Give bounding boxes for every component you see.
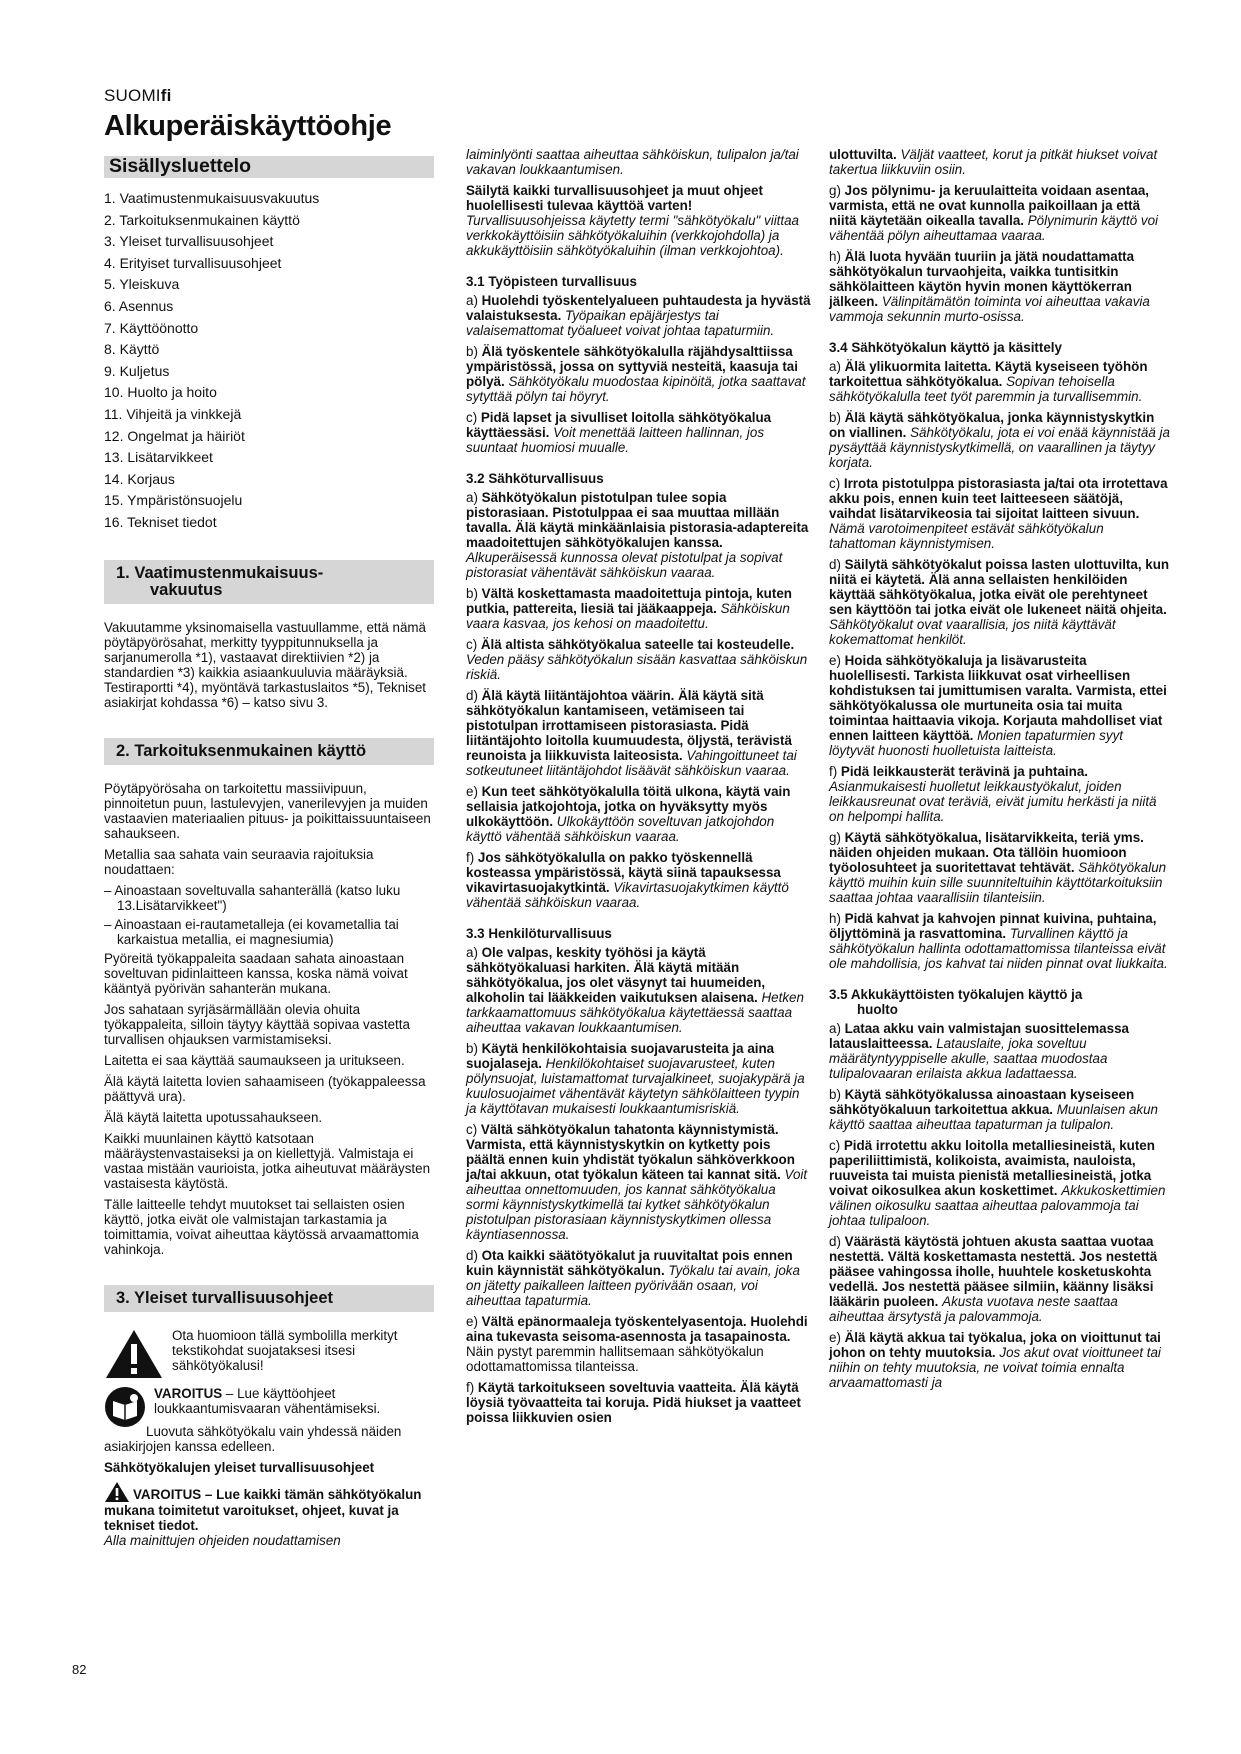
safety-item: d) Väärästä käytöstä johtuen akusta saattaa vuotaa nestettä. Vältä koskettamasta nestettä. Jos nestettä pääsee vahingossa iholle, huuhtele kosketuskohta vedellä. Jos nestettä pääsee silmiin, käänny lisäksi lääkärin puoleen. Akusta vuotava neste saattaa aiheuttaa ärsytystä ja palovammoja.: [829, 1234, 1158, 1324]
paragraph: Jos sahataan syrjäsärmällään olevia ohuita työkappaleita, silloin täytyy käyttää sopivaa vastetta turvallisen ohjauksen varmistamiseksi.: [104, 1001, 410, 1047]
read-manual-note: VAROITUS – Lue käyttöohjeet loukkaantumisvaaran vähentämiseksi.: [104, 1386, 434, 1428]
safety-item: c) Pidä lapset ja sivulliset loitolla sähkötyökalua käyttäessäsi. Voit menettää laitteen hallinnan, jos suuntaat huomiosi muualle.: [466, 410, 772, 455]
safety-item: b) Älä käytä sähkötyökalua, jonka käynnistyskytkin on viallinen. Sähkötyökalu, jota ei voi enää käynnistää ja pysäyttää käynnistyskytkimellä, on vaarallinen ja täytyy korjata.: [829, 410, 1170, 470]
read-manual-icon: [104, 1386, 146, 1428]
toc-item: 9. Kuljetus: [104, 362, 170, 379]
safety-item: c) Vältä sähkötyökalun tahatonta käynnistymistä. Varmista, että käynnistyskytkin on kytketty pois päältä ennen kuin yhdistät työkalun sähköverkkoon ja/tai akkuun, otat työkalun käteen tai kannat sitä. Voit aiheuttaa onnettomuuden, jos kannat sähkötyökalua sormi käynnistyskytkimellä tai kytket sähkötyökalun pistotulpan pistorasiaan käynnistyskytkimen ollessa käyntiasennossa.: [466, 1122, 808, 1242]
safety-item: d) Älä käytä liitäntäjohtoa väärin. Älä käytä sitä sähkötyökalun kantamiseen, vetämiseen tai pistotulpan irrottamiseen pistorasiasta. Pidä liitäntäjohto loitolla kuumuudesta, öljystä, terävistä reunoista ja liikkuvista laiteosista. Vahingoittuneet tai sotkeutuneet liitäntäjohdot lisäävät sähköiskun vaaraa.: [466, 688, 797, 778]
paragraph: Älä käytä laitetta lovien sahaamiseen (työkappaleessa päättyvä ura).: [104, 1073, 426, 1104]
subsection-heading: 3.2 Sähköturvallisuus: [466, 471, 604, 486]
safety-item: h) Pidä kahvat ja kahvojen pinnat kuivina, puhtaina, öljyttöminä ja rasvattomina. Turvallinen käyttö ja sähkötyökalun hallinta odottamattomissa tilanteissa eivät ole mahdollisia, jos kahvat tai niiden pinnat ovat liukkaita.: [829, 911, 1168, 971]
toc-item: 2. Tarkoituksenmukainen käyttö: [104, 211, 300, 228]
safety-item: a) Sähkötyökalun pistotulpan tulee sopia pistorasiaan. Pistotulppaa ei saa muuttaa millään tavalla. Älä käytä minkäänlaisia pistorasia-adaptereita maadoitettujen sähkötyökalujen kanssa. Alkuperäisessä kunnossa olevat pistotulpat ja sopivat pistorasiat vähentävät sähköiskun vaaraa.: [466, 490, 809, 580]
column-3: [829, 147, 1171, 1396]
toc-item: 13. Lisätarvikkeet: [104, 449, 213, 466]
section-3-heading: 3. Yleiset turvallisuusohjeet: [104, 1285, 434, 1312]
safety-item: a) Huolehdi työskentelyalueen puhtaudesta ja hyvästä valaistuksesta. Työpaikan epäjärjestys tai valaisemattomat työalueet voivat johtaa tapaturmiin.: [466, 293, 811, 338]
safety-item: f) Jos sähkötyökalulla on pakko työskennellä kosteassa ympäristössä, käytä siinä tapauksessa vikavirtasuojakytkintä. Vikavirtasuojakytkimen käyttö vähentää sähköiskun vaaraa.: [466, 850, 789, 910]
safety-item: Säilytä kaikki turvallisuusohjeet ja muut ohjeet huolellisesti tulevaa käyttöä varten! Turvallisuusohjeissa käytetty termi "sähkötyökalu" viittaa verkkokäyttöisiin sähkötyökaluihin (verkkojohdolla) ja akkukäyttöisiin sähkötyökaluihin (ilman verkkojohtoa).: [466, 183, 799, 258]
paragraph: Kaikki muunlainen käyttö katsotaan määräystenvastaiseksi ja on kiellettyjä. Valmistaja ei vastaa mistään vaurioista, jotka aiheutuvat määräysten vastaisesta käytöstä.: [104, 1130, 431, 1191]
paragraph: Laitetta ei saa käyttää saumaukseen ja uritukseen.: [104, 1052, 405, 1068]
toc-item: 5. Yleiskuva: [104, 276, 180, 293]
safety-item: c) Älä altista sähkötyökalua sateelle tai kosteudelle. Veden pääsy sähkötyökalun sisään kasvattaa sähköiskun riskiä.: [466, 637, 808, 682]
toc-item: 15. Ympäristönsuojelu: [104, 492, 243, 509]
safety-item: e) Hoida sähkötyökaluja ja lisävarusteita huolellisesti. Tarkista liikkuvat osat virheellisen kohdistuksen tai jumittumisen varalta. Varmista, ettei sähkötyökalussa ole murtuneita osia tai muita toimintaa haittaavia vikoja. Korjauta mahdolliset viat ennen laitteen käyttöä. Monien tapaturmien syyt löytyvät huonosti huolletuista laitteista.: [829, 653, 1167, 758]
toc-item: 14. Korjaus: [104, 470, 175, 487]
toc-item: 3. Yleiset turvallisuusohjeet: [104, 233, 274, 250]
safety-item: h) Älä luota hyvään tuuriin ja jätä noudattamatta sähkötyökalun turvaohjeita, vaikka tuntisitkin sähkölaitteen käytön hyvin monen käyttökerran jälkeen. Välinpitämätön toiminta voi aiheuttaa vakavia vammoja sekunnin murto-osissa.: [829, 249, 1150, 324]
safety-item: d) Ota kaikki säätötyökalut ja ruuvitaltat pois ennen kuin käynnistät sähkötyökalun. Työkalu tai avain, joka on jätetty paikalleen laitteen pyörivään osaan, voi aiheuttaa tapaturmia.: [466, 1248, 800, 1308]
paragraph: Älä käytä laitetta upotussahaukseen.: [104, 1109, 323, 1125]
document-title: Alkuperäiskäyttöohje: [104, 110, 392, 142]
paragraph: Pöytäpyörösaha on tarkoitettu massiivipuun, pinnoitetun puun, lastulevyjen, vanerilevyjen ja muiden vastaavien materiaalien pituus- ja poikittaissuuntaiseen sahaukseen.: [104, 780, 431, 841]
subsection-heading: 3.3 Henkilöturvallisuus: [466, 926, 612, 941]
toc-item: 6. Asennus: [104, 297, 174, 314]
paragraph: Metallia saa sahata vain seuraavia rajoituksia noudattaen:: [104, 846, 374, 877]
safety-item: e) Kun teet sähkötyökalulla töitä ulkona, käytä vain sellaisia jatkojohtoja, jotka on hyväksytty myös ulkokäyttöön. Ulkokäyttöön soveltuvan jatkojohdon käyttö vähentää sähköiskun vaaraa.: [466, 784, 791, 844]
safety-item: a) Lataa akku vain valmistajan suosittelemassa latauslaitteessa. Latauslaite, joka soveltuu määrätyntyyppiselle akulle, saattaa muodostaa tulipalovaaran erilaista akkua ladattaessa.: [829, 1021, 1129, 1081]
safety-item: g) Jos pölynimu- ja keruulaitteita voidaan asentaa, varmista, että ne ovat kunnolla paikoillaan ja että niitä käytetään oikealla tavalla. Pölynimurin käyttö voi vähentää pölyn aiheuttamaa vaaraa.: [829, 183, 1158, 243]
page-number: 82: [72, 1662, 87, 1677]
toc-item: 16. Tekniset tiedot: [104, 513, 217, 530]
warning-triangle-icon: [104, 1328, 164, 1380]
toc-item: 1. Vaatimustenmukaisuusvakuutus: [104, 190, 320, 206]
toc-list: [104, 188, 434, 534]
subsection-heading: 3.4 Sähkötyökalun käyttö ja käsittely: [829, 340, 1062, 355]
safety-item: d) Säilytä sähkötyökalut poissa lasten ulottuvilta, kun niitä ei käytetä. Älä anna sellaisten henkilöiden käyttää sähkötyökalua, jotka eivät ole perehtyneet sen käyttöön tai jotka eivät ole lukeneet näitä ohjeita. Sähkötyökalut ovat vaarallisia, jos niitä käyttävät kokemattomat henkilöt.: [829, 557, 1170, 647]
section-1-text: Vakuutamme yksinomaisella vastuullamme, että nämä pöytäpyörösahat, merkitty tyyppitunnuksella ja sarjanumerolla *1), vastaavat direktiivien *2) ja standardien *3) kaikkia asiaankuuluvia määräyksiä. Testiraportti *4), myöntävä tarkastuslaitos *5), Tekniset asiakirjat kohdassa *6) – katso sivu 3.: [104, 619, 427, 710]
safety-item: b) Älä työskentele sähkötyökalulla räjähdysalttiissa ympäristössä, jossa on syttyviä nesteitä, kaasuja tai pölyä. Sähkötyökalu muodostaa kipinöitä, jotka saattavat sytyttää pölyn tai höyryt.: [466, 344, 806, 404]
toc-item: 11. Vihjeitä ja vinkkejä: [104, 405, 242, 422]
toc-heading: Sisällysluettelo: [104, 156, 434, 178]
safety-item: laiminlyönti saattaa aiheuttaa sähköiskun, tulipalon ja/tai vakavan loukkaantumisen.: [466, 147, 799, 177]
safety-item: a) Ole valpas, keskity työhösi ja käytä sähkötyökaluasi harkiten. Älä käytä mitään sähkötyökalua, jos olet väsynyt tai huumeiden, alkoholin tai lääkkeiden vaikutuksen alaisena. Hetken tarkkaamattomuus sähkötyökalua käytettäessä saattaa aiheuttaa vakavan loukkaantumisen.: [466, 945, 804, 1035]
warning-triangle-icon: [104, 1481, 130, 1503]
safety-item: c) Irrota pistotulppa pistorasiasta ja/tai ota irrotettava akku pois, ennen kuin teet laitteeseen säätöjä, vaihdat lisätarvikeosia tai sijoitat laitteen sivuun. Nämä varotoimenpiteet estävät sähkötyökalun tahattoman käynnistymisen.: [829, 476, 1168, 551]
column-2: [466, 147, 812, 1431]
warning-note: VAROITUS – Lue kaikki tämän sähkötyökalun mukana toimitetut varoitukset, ohjeet, kuvat ja tekniset tiedot. Alla mainittujen ohjeiden noudattamisen: [104, 1481, 434, 1548]
section-2-heading: 2. Tarkoituksenmukainen käyttö: [104, 738, 434, 765]
safety-item: ulottuvilta. Väljät vaatteet, korut ja pitkät hiukset voivat takertua liikkuviin osiin.: [829, 147, 1158, 177]
toc-item: 10. Huolto ja hoito: [104, 384, 217, 401]
safety-item: e) Älä käytä akkua tai työkalua, joka on vioittunut tai johon on tehty muutoksia. Jos akut ovat vioittuneet tai niihin on tehty muutoksia, ne voivat toimia ennalta arvaamattomasti ja: [829, 1330, 1161, 1390]
column-1: [104, 156, 434, 1548]
safety-item: b) Käytä sähkötyökalussa ainoastaan kyseiseen sähkötyökaluun tarkoitettua akkua. Muunlaisen akun käyttö saattaa aiheuttaa tapaturman ja tulipalon.: [829, 1087, 1158, 1132]
subsection-heading: 3.5 Akkukäyttöisten työkalujen käyttö ja huolto: [829, 987, 1083, 1017]
pass-on-note: Luovuta sähkötyökalu vain yhdessä näiden asiakirjojen kanssa edelleen.: [104, 1423, 402, 1454]
safety-item: c) Pidä irrotettu akku loitolla metalliesineistä, kuten paperiliittimistä, kolikoista, avaimista, nauloista, ruuveista tai muista pienistä metalliesineistä, jotka voivat oikosulkea akun koskettimet. Akkukoskettimien välinen oikosulku saattaa aiheuttaa palovammoja tai johtaa tulipaloon.: [829, 1138, 1166, 1228]
toc-item: 8. Käyttö: [104, 341, 160, 358]
safety-item: e) Vältä epänormaaleja työskentelyasentoja. Huolehdi aina tukevasta seisoma-asennosta ja tasapainosta. Näin pystyt paremmin hallitsemaan sähkötyökalun odottamattomissa tilanteissa.: [466, 1314, 808, 1374]
dash-item: – Ainoastaan ei-rautametalleja (ei kovametallia tai karkaistua metallia, ei magnesiumia): [104, 916, 399, 947]
symbol-note: Ota huomioon tällä symbolilla merkityt tekstikohdat suojataksesi itsesi sähkötyökalusi!: [104, 1328, 434, 1380]
safety-item: g) Käytä sähkötyökalua, lisätarvikkeita, teriä yms. näiden ohjeiden mukaan. Ota tällöin huomioon työolosuhteet ja suoritettavat tehtävät. Sähkötyökalun käyttö muihin kuin sille suunniteltuihin käyttötarkoituksiin saattaa johtaa vaarallisiin tilanteisiin.: [829, 830, 1167, 905]
safety-item: a) Älä ylikuormita laitetta. Käytä kyseiseen työhön tarkoitettua sähkötyökalua. Sopivan tehoisella sähkötyökalulla teet työt paremmin ja turvallisemmin.: [829, 359, 1148, 404]
paragraph: Tälle laitteelle tehdyt muutokset tai sellaisten osien käyttö, jotka eivät ole valmistajan tarkastamia ja toimittamia, voivat aiheuttaa käytössä arvaamattomia vahinkoja.: [104, 1196, 419, 1257]
safety-item: b) Vältä koskettamasta maadoitettuja pintoja, kuten putkia, pattereita, liesiä tai jääkaappeja. Sähköiskun vaara kasvaa, jos kehosi on maadoitettu.: [466, 586, 792, 631]
toc-item: 7. Käyttöönotto: [104, 319, 199, 336]
toc-item: 4. Erityiset turvallisuusohjeet: [104, 254, 282, 271]
safety-item: f) Pidä leikkausterät terävinä ja puhtaina. Asianmukaisesti huolletut leikkaustyökalut, joiden leikkausreunat ovat teräviä, eivät jumitu herkästi ja niitä on helpompi hallita.: [829, 764, 1157, 824]
safety-item: f) Käytä tarkoitukseen soveltuvia vaatteita. Älä käytä löysiä työvaatteita tai koruja. Pidä hiukset ja vaatteet poissa liikkuvien osien: [466, 1380, 801, 1425]
toc-item: 12. Ongelmat ja häiriöt: [104, 427, 245, 444]
paragraph: Pyöreitä työkappaleita saadaan sahata ainoastaan soveltuvan pidinlaitteen kanssa, koska nämä voivat kääntyä pyörivän sahanterän mukana.: [104, 950, 408, 996]
language-label: SUOMIfi: [104, 86, 172, 105]
dash-item: – Ainoastaan soveltuvalla sahanterällä (katso luku 13.Lisätarvikkeet"): [104, 882, 401, 913]
subsection-heading: 3.1 Työpisteen turvallisuus: [466, 274, 637, 289]
safety-item: b) Käytä henkilökohtaisia suojavarusteita ja aina suojalaseja. Henkilökohtaiset suojavarusteet, kuten pölynsuojat, luistamattomat turvajalkineet, suojakypärä ja kuulosuojaimet vähentävät käytetyn sähkölaitteen tyypin ja käyttötavan mukaisesti loukkaantumisriskiä.: [466, 1041, 805, 1116]
section-1-heading: 1. Vaatimustenmukaisuus- vakuutus: [104, 560, 434, 604]
general-safety-heading: Sähkötyökalujen yleiset turvallisuusohjeet: [104, 1459, 375, 1475]
